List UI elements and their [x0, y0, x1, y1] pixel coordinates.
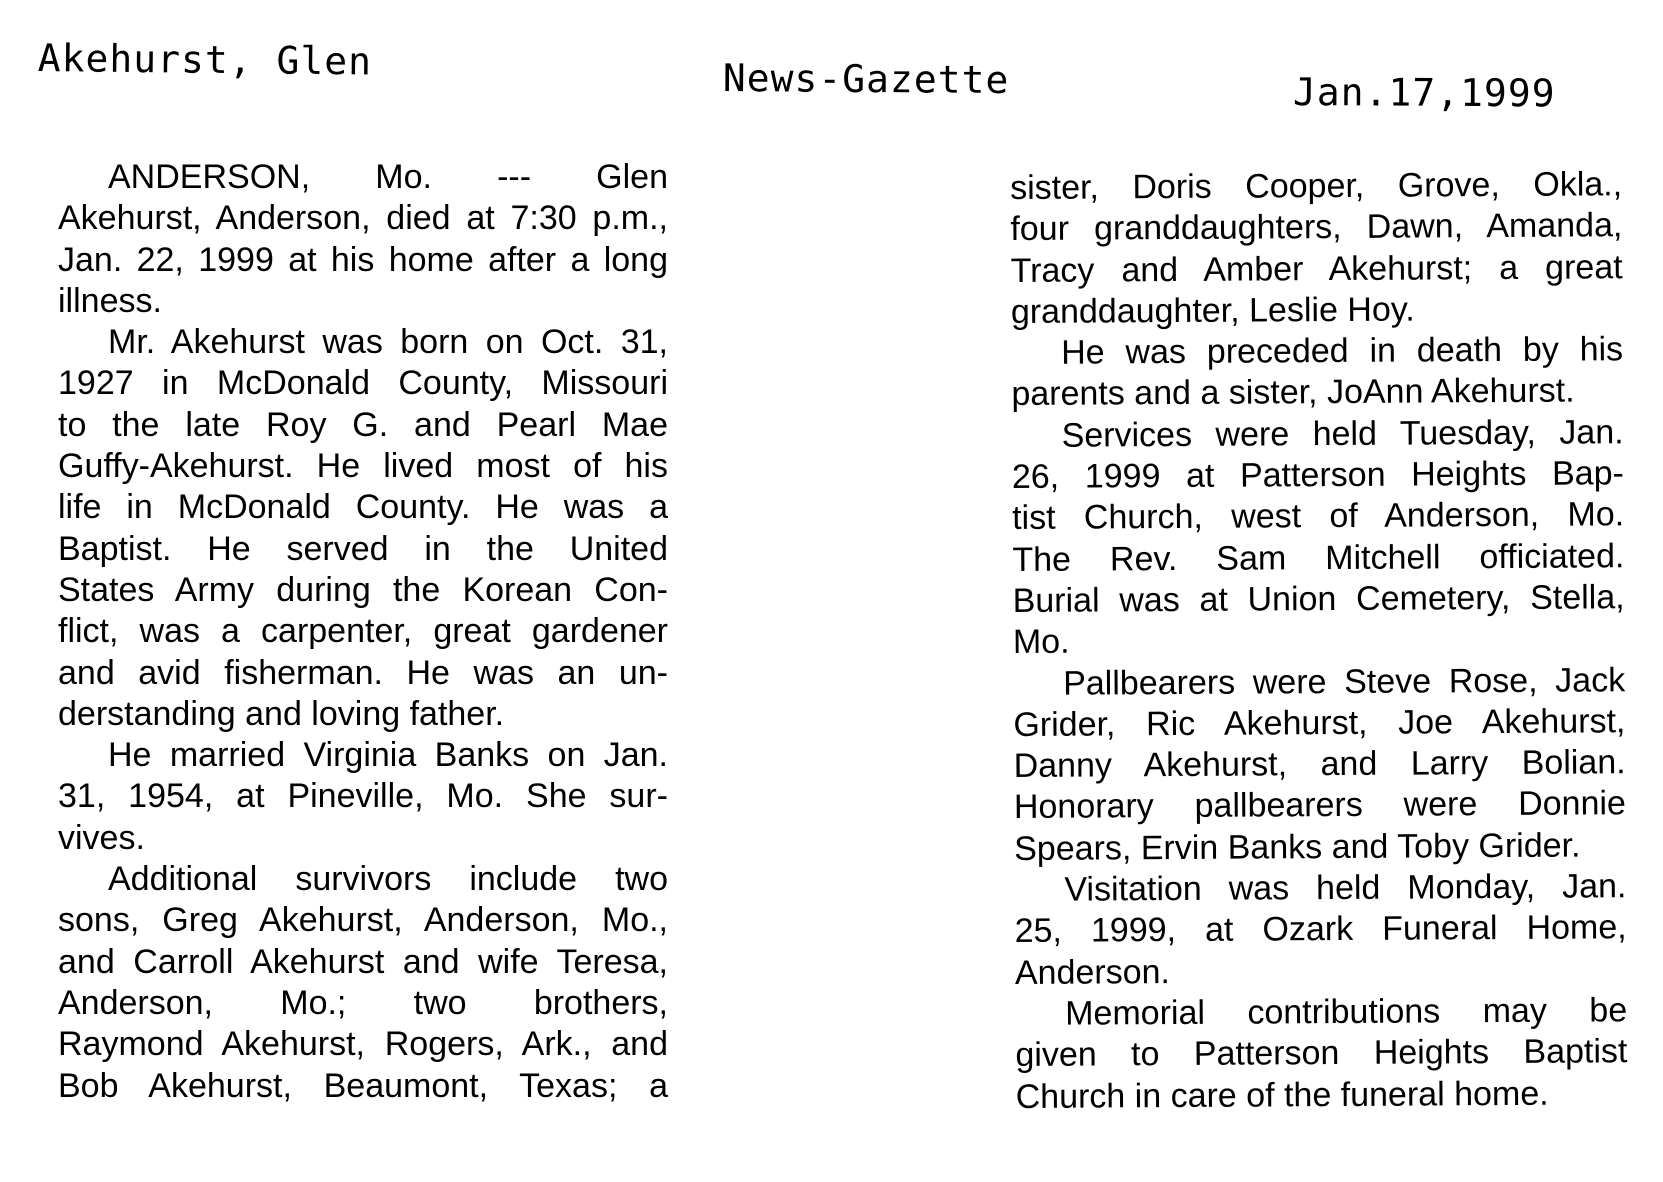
text-line: 25, 1999, at Ozark Funeral Home,	[1014, 908, 1627, 951]
text-line: Mo.	[1012, 622, 1070, 662]
text-line: tist Church, west of Anderson, Mo.	[1012, 495, 1625, 538]
text-line: Jan. 22, 1999 at his home after a long	[58, 240, 668, 279]
text-line: given to Patterson Heights Baptist	[1015, 1032, 1628, 1075]
text-line: Burial was at Union Cemetery, Stella,	[1012, 578, 1625, 620]
text-line: 1927 in McDonald County, Missouri	[58, 364, 668, 403]
text-line: ANDERSON, Mo. --- Glen	[108, 158, 668, 196]
text-line: Akehurst, Anderson, died at 7:30 p.m.,	[58, 199, 668, 238]
text-line: He was preceded in death by his	[1061, 330, 1624, 372]
text-line: Anderson, Mo.; two brothers,	[58, 983, 668, 1022]
text-line: Spears, Ervin Banks and Toby Grider.	[1014, 826, 1581, 868]
text-line: Baptist. He served in the United	[58, 529, 668, 568]
text-line: Bob Akehurst, Beaumont, Texas; a	[58, 1066, 668, 1105]
text-line: flict, was a carpenter, great gardener	[58, 612, 668, 651]
text-line: Danny Akehurst, and Larry Bolian.	[1013, 743, 1626, 786]
text-line: and Carroll Akehurst and wife Teresa,	[58, 942, 668, 981]
publication-date-label: Jan.17,1999	[1292, 70, 1556, 116]
text-line: States Army during the Korean Con-	[58, 570, 668, 609]
text-line: The Rev. Sam Mitchell officiated.	[1012, 536, 1625, 579]
text-line: and avid fisherman. He was an un-	[58, 653, 668, 692]
text-line: Additional survivors include two	[108, 860, 668, 899]
text-line: sons, Greg Akehurst, Anderson, Mo.,	[58, 901, 668, 940]
text-line: Visitation was held Monday, Jan.	[1064, 867, 1627, 909]
text-line: Mr. Akehurst was born on Oct. 31,	[108, 323, 668, 362]
text-line: vives.	[58, 818, 145, 857]
text-line: Grider, Ric Akehurst, Joe Akehurst,	[1013, 702, 1626, 744]
text-line: Services were held Tuesday, Jan.	[1061, 413, 1624, 455]
text-line: parents and a sister, JoAnn Akehurst.	[1011, 372, 1575, 414]
text-line: granddaughter, Leslie Hoy.	[1010, 290, 1415, 331]
text-line: Pallbearers were Steve Rose, Jack	[1063, 660, 1626, 703]
text-line: Church in care of the funeral home.	[1015, 1074, 1549, 1116]
text-line: four granddaughters, Dawn, Amanda,	[1010, 206, 1623, 249]
text-line: Raymond Akehurst, Rogers, Ark., and	[58, 1025, 668, 1064]
text-line: Guffy-Akehurst. He lived most of his	[58, 447, 668, 486]
text-line: He married Virginia Banks on Jan.	[108, 736, 668, 775]
text-line: Memorial contributions may be	[1065, 991, 1628, 1033]
obituary-name-label: Akehurst, Glen	[37, 36, 373, 84]
text-line: life in McDonald County. He was a	[58, 488, 668, 527]
text-line: 31, 1954, at Pineville, Mo. She sur-	[58, 777, 668, 816]
text-line: Honorary pallbearers were Donnie	[1013, 784, 1627, 827]
text-line: Anderson.	[1014, 952, 1171, 992]
text-line: Tracy and Amber Akehurst; a great	[1010, 247, 1623, 290]
text-line: illness.	[58, 281, 162, 320]
text-line: sister, Doris Cooper, Grove, Okla.,	[1010, 165, 1623, 207]
text-line: 26, 1999 at Patterson Heights Bap-	[1011, 454, 1624, 497]
obituary-right-column	[1010, 164, 1628, 1118]
text-line: derstanding and loving father.	[58, 694, 505, 733]
text-line: to the late Roy G. and Pearl Mae	[58, 405, 668, 444]
newspaper-name-label: News-Gazette	[722, 56, 1010, 102]
obituary-left-column	[58, 157, 668, 1107]
